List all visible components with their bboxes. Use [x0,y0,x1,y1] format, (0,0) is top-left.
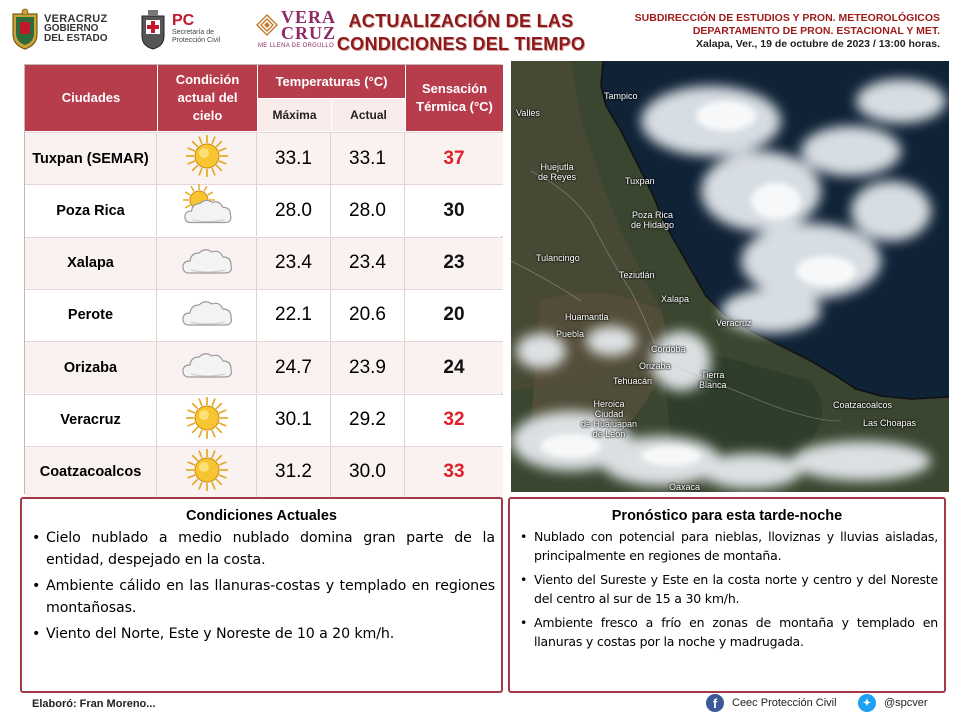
city-name: Perote [25,290,157,341]
current-item: • Ambiente cálido en las llanuras-costas y templado en regiones montañosas. [30,575,495,619]
sky-condition [157,290,257,341]
map-city-label: Xalapa [661,294,690,304]
department-header [580,12,940,51]
actual-temperature: 33.1 [331,133,405,184]
table-row [25,289,503,341]
pc-abbr: PC [172,12,195,29]
map-city-label: Córdoba [651,344,686,354]
city-name: Poza Rica [25,185,157,236]
thermal-sensation: 30 [443,199,465,221]
title-line-1: ACTUALIZACIÓN DE LAS [348,11,574,31]
twitter-icon: ✦ [858,694,876,712]
cloud-icon [178,343,236,392]
coat-of-arms-icon [10,8,40,50]
table-row [25,132,503,184]
map-city-label: Veracruz [716,318,752,328]
map-city-label: Huejutla de Reyes [538,162,577,182]
map-city-label: Tuxpan [625,176,655,186]
current-conditions-list [22,527,501,645]
map-city-label: Tierra Blanca [699,370,727,390]
map-city-label: Puebla [556,329,585,339]
sky-condition [157,238,257,289]
sky-condition [157,447,257,498]
thermal-sensation: 33 [443,461,465,483]
max-temperature: 33.1 [257,133,331,184]
city-name: Tuxpan (SEMAR) [25,133,157,184]
current-conditions-title: Condiciones Actuales [186,508,337,524]
dept-line-1: SUBDIRECCIÓN DE ESTUDIOS Y PRON. METEOROLÓGICOS [634,12,940,24]
facebook-label: Ceec Protección Civil [732,697,837,709]
author-credit: Elaboró: Fran Moreno... [32,698,156,710]
col-header-temperatures: Temperaturas (°C) [258,65,405,98]
col-header-sky: Condición actual del cielo [158,65,257,131]
conditions-table [24,64,502,494]
sun-icon [183,132,231,185]
max-temperature: 23.4 [257,238,331,289]
cloud-icon [178,291,236,340]
actual-temperature: 28.0 [331,185,405,236]
issue-date: Xalapa, Ver., 19 de octubre de 2023 / 13:00 horas. [696,38,940,50]
max-temperature: 30.1 [257,395,331,446]
logo-veracruz-line1: VERACRUZ [44,13,108,25]
col-header-cities: Ciudades [25,65,157,131]
col-header-sensation: Sensación Térmica (°C) [406,65,503,131]
forecast-item: • Viento del Sureste y Este en la costa norte y centro y del Noreste del centro al sur de 15 a 30 km/h. [518,570,938,608]
proteccion-civil-logo [138,4,248,54]
pc-emblem-icon [138,8,168,50]
sun-icon [183,394,231,447]
twitter-label: @spcver [884,697,928,709]
facebook-link[interactable] [706,694,837,712]
thermal-sensation: 20 [443,304,465,326]
ornament-icon [256,14,278,36]
max-temperature: 28.0 [257,185,331,236]
map-city-label: Oaxaca [669,482,701,492]
table-row [25,446,503,498]
map-city-label: Tulancingo [536,253,580,263]
sky-condition [157,342,257,393]
veracruz-government-logo [10,4,130,54]
table-row [25,184,503,236]
col-header-max: Máxima [258,99,331,131]
actual-temperature: 20.6 [331,290,405,341]
actual-temperature: 23.4 [331,238,405,289]
map-city-label: Tehuacán [613,376,653,386]
current-conditions-box [20,497,503,693]
city-name: Orizaba [25,342,157,393]
logo-vera: VERA [281,7,337,27]
max-temperature: 31.2 [257,447,331,498]
sky-condition [157,395,257,446]
logo-veracruz-line2: GOBIERNO [44,23,99,34]
title-line-2: CONDICIONES DEL TIEMPO [336,34,586,54]
logo-cruz: CRUZ [281,23,337,43]
table-row [25,341,503,393]
facebook-icon: f [706,694,724,712]
thermal-sensation: 32 [443,409,465,430]
forecast-list [510,527,944,651]
max-temperature: 24.7 [257,342,331,393]
current-item: • Viento del Norte, Este y Noreste de 10 a 20 km/h. [30,623,495,645]
map-city-label: Tampico [604,91,638,101]
thermal-sensation: 24 [443,356,465,378]
map-city-label: Heroica Ciudad de Huajuapan de León [581,399,638,439]
pc-line2: Protección Civil [172,37,221,44]
city-name: Xalapa [25,238,157,289]
satellite-image [511,61,949,492]
map-city-label: Huamantla [565,312,609,322]
actual-temperature: 23.9 [331,342,405,393]
city-name: Veracruz [25,395,157,446]
forecast-title: Pronóstico para esta tarde-noche [611,508,843,524]
actual-temperature: 29.2 [331,395,405,446]
map-city-label: Valles [516,108,540,118]
sky-condition [157,185,257,236]
cloud-icon [178,239,236,288]
twitter-link[interactable] [858,694,928,712]
map-city-label: Poza Rica de Hidalgo [631,210,675,230]
map-city-label: Las Choapas [863,418,917,428]
city-name: Coatzacoalcos [25,447,157,498]
logo-veracruz-line3: DEL ESTADO [44,33,108,44]
map-city-label: Teziutlán [619,270,655,280]
table-row [25,394,503,446]
dept-line-2: DEPARTAMENTO DE PRON. ESTACIONAL Y MET. [692,25,940,37]
logo-slogan: ME LLENA DE ORGULLO [257,43,335,49]
sun-icon [183,446,231,499]
thermal-sensation: 23 [443,252,465,274]
forecast-item: • Nublado con potencial para nieblas, lloviznas y lluvias aisladas, principalmente en regiones de montaña. [518,527,938,565]
sky-condition [157,133,257,184]
pc-line1: Secretaría de [172,29,215,36]
veracruz-orgullo-logo [256,4,336,54]
forecast-box [508,497,946,693]
table-row [25,237,503,289]
max-temperature: 22.1 [257,290,331,341]
forecast-item: • Ambiente fresco a frío en zonas de montaña y templado en llanuras y costas por la noche y madrugada. [518,613,938,651]
actual-temperature: 30.0 [331,447,405,498]
current-item: • Cielo nublado a medio nublado domina gran parte de la entidad, despejado en la costa. [30,527,495,571]
col-header-actual: Actual [332,99,405,131]
page-title [330,10,592,56]
map-city-label: Orizaba [639,361,671,371]
map-city-label: Coatzacoalcos [833,400,893,410]
thermal-sensation: 37 [443,147,465,169]
partly-cloudy-icon [179,184,235,237]
